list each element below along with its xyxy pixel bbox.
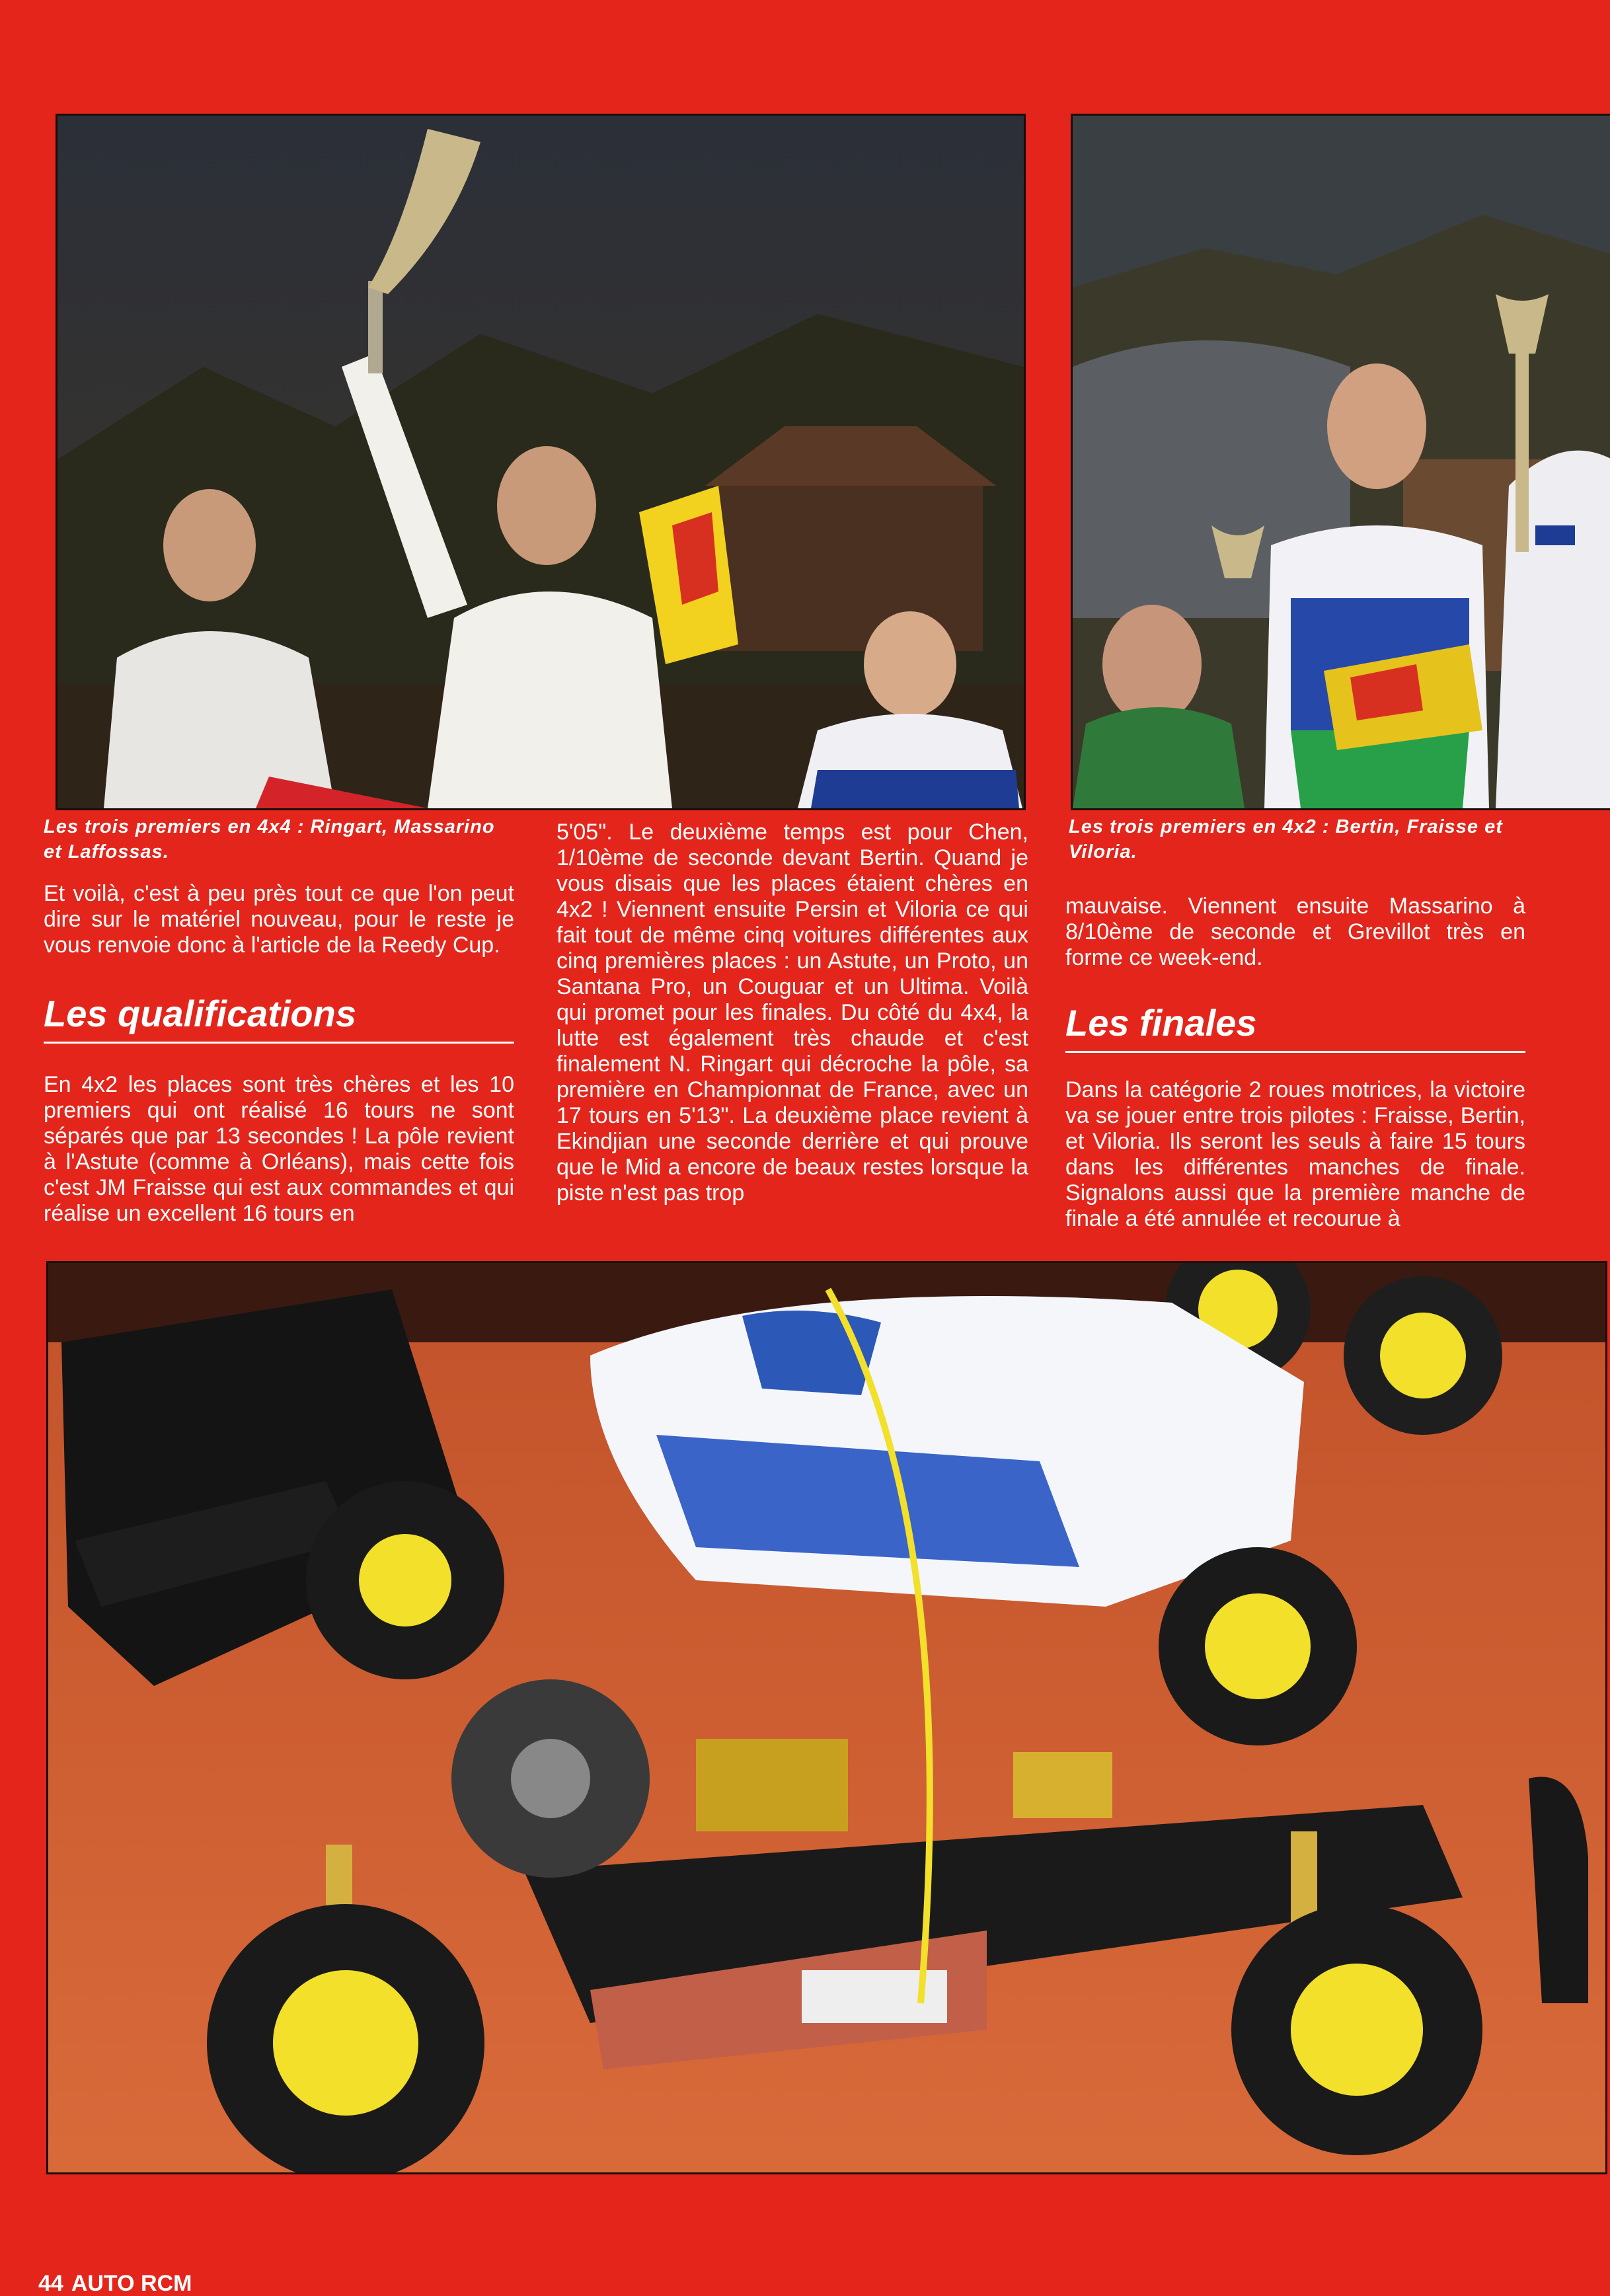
caption-podium-4x4: Les trois premiers en 4x4 : Ringart, Massarino et Laffossas. — [44, 816, 495, 862]
photo-rc-buggy — [46, 1261, 1607, 2174]
column2-paragraph: 5'05". Le deuxième temps est pour Chen, 1/10ème de seconde devant Bertin. Quand je vous disais que les places étaient chères en 4x2 ! Viennent ensuite Persin et Viloria ce qui fait tout de même cinq voitures différentes aux cinq premières places : un Astute, un Proto, un Santana Pro, un Couguar et un Ultima. Voilà qui promet pour les finales. Du côté du 4x4, la lutte est également très chaude et c'est finalement N. Ringart qui décroche la pôle, sa première en Championnat de France, avec un 17 tours en 5'13". La deuxième place revient à Ekindjian une seconde derrière et qui prouve que le Mid a encore de beaux restes lorsque la piste n'est pas trop — [556, 820, 1028, 1205]
photo-podium-4x4 — [56, 114, 1026, 810]
page-folio — [38, 2272, 192, 2295]
photo-podium-4x2 — [1071, 114, 1610, 810]
column1-qualifications-paragraph: En 4x2 les places sont très chères et les 10 premiers qui ont réalisé 16 tours ne sont séparés que par 13 secondes ! La pôle revient à l'Astute (comme à Orléans), mais cette fois c'est JM Fraisse qui est aux commandes et qui réalise un excellent 16 tours en — [44, 1072, 514, 1226]
column3-finales-paragraph: Dans la catégorie 2 roues motrices, la victoire va se jouer entre trois pilotes : Fraisse, Bertin, et Viloria. Ils seront les seuls à faire 15 tours dans les différentes manches de finale. Signalons aussi que la première manche de finale a été annulée et recourue à — [1065, 1077, 1525, 1231]
column1-intro-paragraph: Et voilà, c'est à peu près tout ce que l'on peut dire sur le matériel nouveau, pour le reste je vous renvoie donc à l'article de la Reedy Cup. — [44, 881, 514, 958]
column3-intro-paragraph: mauvaise. Viennent ensuite Massarino à 8/10ème de seconde et Grevillot très en forme ce week-end. — [1065, 894, 1525, 970]
caption-podium-4x2: Les trois premiers en 4x2 : Bertin, Fraisse et Viloria. — [1069, 816, 1503, 862]
heading-qualifications: Les qualifications — [44, 993, 514, 1044]
magazine-name: AUTO RCM — [71, 2271, 192, 2296]
page-number: 44 — [38, 2271, 63, 2296]
heading-finales: Les finales — [1065, 1002, 1525, 1053]
